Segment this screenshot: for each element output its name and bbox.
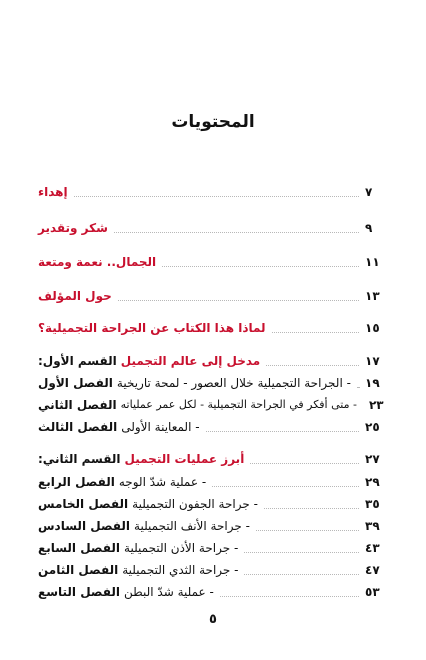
chapter-title: - جراحة الأنف التجميلية [134, 519, 250, 533]
chapter-title: - عملية شدّ الوجه [118, 475, 207, 489]
chapter-title: - الجراحة التجميلية خلال العصور - لمحة تاريخية [116, 376, 351, 390]
toc-chapter-label [38, 563, 238, 577]
toc-page-number: ٢٥ [365, 420, 380, 434]
toc-chapter[interactable] [38, 473, 387, 491]
toc-page-number: ٢٩ [365, 475, 380, 489]
chapter-number: الفصل الثاني [38, 398, 117, 412]
toc-chapter[interactable] [38, 583, 387, 601]
toc-section-label [38, 452, 244, 466]
dot-leader [266, 365, 359, 366]
toc-chapter[interactable] [38, 495, 387, 513]
dot-leader [264, 508, 359, 509]
toc-page-number: ١١ [365, 255, 380, 269]
chapter-number: الفصل الثامن [38, 563, 119, 577]
dot-leader [220, 596, 359, 597]
toc-chapter[interactable] [38, 517, 387, 535]
dot-leader [118, 300, 359, 301]
toc-page-number: ٢٣ [368, 398, 384, 412]
dot-leader [114, 232, 359, 233]
dot-leader [206, 431, 359, 432]
toc-entry[interactable] [38, 219, 387, 237]
toc-entry[interactable] [38, 319, 387, 337]
section-number: القسم الأول: [38, 354, 117, 368]
chapter-title: - متى أفكر في الجراحة التجميلية - لكل عمر عملياته [120, 398, 357, 411]
toc-page-number: ٥٣ [365, 585, 380, 599]
toc-chapter-label [38, 376, 351, 390]
toc-page-number: ١٩ [365, 376, 380, 390]
toc-page-number: ٩ [365, 221, 373, 235]
toc-page-number: ١٥ [365, 321, 380, 335]
chapter-title: - جراحة الأذن التجميلية [124, 541, 239, 555]
toc-entry[interactable] [38, 183, 387, 201]
toc-entry-title: الجمال.. نعمة ومتعة [38, 255, 157, 269]
toc-entry-title: شكر وتقدير [38, 221, 108, 235]
toc-chapter-label [38, 475, 206, 489]
section-title: مدخل إلى عالم التجميل [120, 354, 261, 368]
chapter-title: - عملية شدّ البطن [124, 585, 214, 599]
toc-page-number: ٧ [365, 185, 373, 199]
toc-page-number: ١٧ [365, 354, 380, 368]
toc-chapter[interactable] [38, 374, 387, 392]
chapter-number: الفصل الأول [38, 376, 113, 390]
chapter-number: الفصل التاسع [38, 585, 120, 599]
toc-chapter-label [38, 541, 238, 555]
toc-chapter[interactable] [38, 418, 387, 436]
toc-entry[interactable] [38, 253, 387, 271]
chapter-number: الفصل الخامس [38, 497, 129, 511]
toc-chapter[interactable] [38, 396, 387, 414]
dot-leader [250, 463, 359, 464]
toc-chapter-label [38, 398, 357, 412]
toc-page-number: ٣٥ [365, 497, 380, 511]
toc-entry-title: إهداء [38, 185, 68, 199]
toc-page-number: ٤٧ [365, 563, 380, 577]
toc-chapter[interactable] [38, 561, 387, 579]
dot-leader [256, 530, 359, 531]
toc-chapter-label [38, 519, 250, 533]
chapter-title: - جراحة الثدي التجميلية [122, 563, 239, 577]
dot-leader [74, 196, 359, 197]
toc-entry[interactable] [38, 287, 387, 305]
dot-leader [357, 387, 359, 388]
toc-chapter-label [38, 497, 258, 511]
page-number-footer: ٥ [209, 612, 217, 627]
dot-leader [272, 332, 359, 333]
chapter-number: الفصل السابع [38, 541, 121, 555]
toc-entry-title: حول المؤلف [38, 289, 112, 303]
toc-chapter-label [38, 585, 214, 599]
toc-page-number: ٢٧ [365, 452, 380, 466]
toc-chapter[interactable] [38, 539, 387, 557]
toc-page-number: ١٣ [365, 289, 380, 303]
chapter-number: الفصل الثالث [38, 420, 118, 434]
toc-section-label [38, 354, 260, 368]
toc-page-number: ٤٣ [365, 541, 380, 555]
chapter-title: - المعاينة الأولى [121, 420, 200, 434]
dot-leader [162, 266, 359, 267]
dot-leader [244, 574, 359, 575]
toc-entry-title: لماذا هذا الكتاب عن الجراحة التجميلية؟ [38, 321, 266, 335]
chapter-title: - جراحة الجفون التجميلية [132, 497, 258, 511]
toc-section-heading[interactable] [38, 352, 387, 370]
section-title: أبرز عمليات التجميل [124, 452, 245, 466]
toc-page-number: ٣٩ [365, 519, 380, 533]
section-number: القسم الثاني: [38, 452, 121, 466]
toc-chapter-label [38, 420, 200, 434]
page-title: المحتويات [171, 112, 255, 132]
toc-section-heading[interactable] [38, 450, 387, 468]
dot-leader [212, 486, 359, 487]
chapter-number: الفصل السادس [38, 519, 131, 533]
dot-leader [244, 552, 359, 553]
chapter-number: الفصل الرابع [38, 475, 115, 489]
